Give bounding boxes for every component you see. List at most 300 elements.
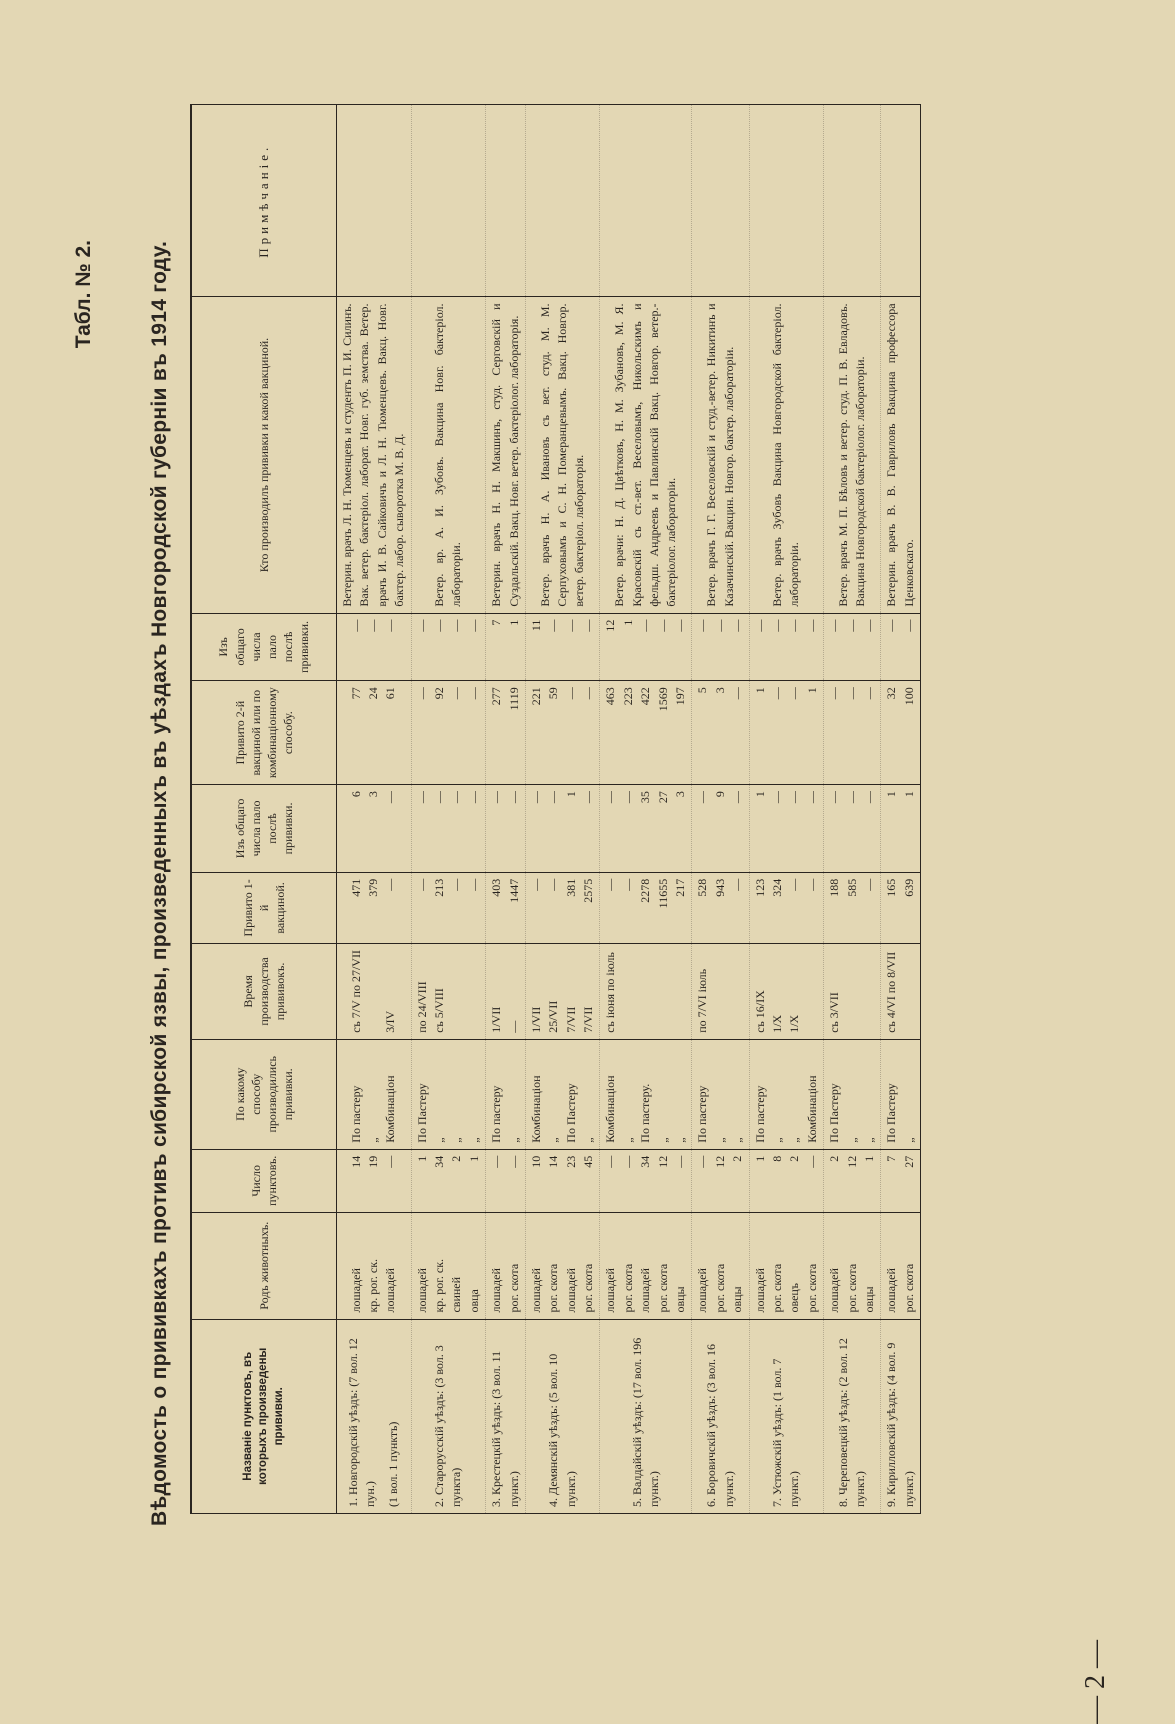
cell-line: — (581, 687, 596, 700)
cell-line: — (383, 1155, 398, 1168)
cell-line: лошадей (603, 1268, 618, 1313)
cell-line: 403 (489, 878, 504, 897)
cell-line: 123 (752, 878, 767, 897)
cell-line: 188 (827, 878, 842, 897)
who-cell: Ветер. врачъ Г. Г. Веселовскій и студ.-ветер. Никитинъ и Казачинскій. Вакцин. Новгор. бактер. лабораторіи. (692, 297, 749, 613)
cell-line: — (769, 687, 784, 700)
cell-line: лошадей (528, 1268, 543, 1313)
cell-line: 3 (673, 791, 688, 798)
first-vaccine-cell (749, 872, 824, 943)
cell-line: лошадей (695, 1268, 710, 1313)
remark-cell (486, 105, 526, 297)
district-name: 6. Боровичскій уѣздъ: (3 вол. 16 пункт.) (704, 1343, 736, 1507)
cell-line: рог. скота (546, 1263, 561, 1313)
district-name-cell (411, 1319, 486, 1513)
cell-line: рог. скота (620, 1263, 635, 1313)
cell-line: — (528, 791, 543, 804)
col-header-method: По какому способу производились прививки. (191, 1039, 337, 1149)
cell-line: 1/VII (489, 1006, 504, 1033)
who-cell: Ветер. врачи: Н. Д. Цвѣтковъ, Н. М. Зубановъ, М. Я. Красовскій съ ст.-вет. Веселовымъ, Никольскимъ и фельдш. Андреевъ и Павлинскій Вакц. Новгор. ветер.-бактеріолог. лабораторіи. (600, 297, 692, 613)
cell-line: По пастеру (752, 1085, 767, 1143)
cell-line: лошадей (563, 1268, 578, 1313)
cell-line: 11 (528, 619, 543, 632)
died-first-cell (881, 785, 921, 873)
cell-line: 14 (348, 1155, 363, 1168)
cell-line (712, 950, 729, 1033)
cell-line: — (827, 619, 842, 632)
who-cell: Ветерин. врачъ Н. Н. Макшинъ, студ. Серговскій и Суздальскій. Вакц. Новг. ветер. бактеріолог. лабораторія. (486, 297, 526, 613)
cell-line: — (414, 878, 429, 891)
cell-line: 2 (787, 1155, 802, 1162)
died-first-cell (824, 785, 881, 873)
cell-line: 1447 (506, 878, 521, 903)
second-vaccine-cell (337, 681, 412, 785)
cell-line: — (489, 791, 504, 804)
cell-line: 25/VII (546, 1000, 561, 1033)
cell-line: 24 (366, 687, 381, 700)
district-name-cell (749, 1319, 824, 1513)
species-cell (600, 1212, 692, 1319)
time-cell (337, 944, 412, 1040)
species-cell (692, 1212, 749, 1319)
cell-line: „ (712, 1137, 727, 1143)
cell-line: лошадей (383, 1268, 398, 1313)
cell-line: 1 (752, 687, 767, 694)
document-title: Вѣдомость о прививкахъ противъ сибирской язвы, произведенныхъ въ уѣздахъ Новгородской губерніи въ 1914 году. (148, 240, 171, 1526)
cell-line: Комбинаціон (383, 1075, 398, 1143)
cell-line: 1 (861, 1155, 876, 1162)
cell-line: 528 (695, 878, 710, 897)
cell-line: — (787, 687, 802, 700)
cell-line: — (414, 791, 429, 804)
cell-line: 1 (506, 619, 521, 626)
cell-line: — (804, 619, 819, 632)
cell-line: „ (466, 1137, 481, 1143)
col-header-first: Привито 1-й вакциной. (191, 872, 337, 943)
cell-line: — (449, 878, 464, 891)
cell-line: 2 (449, 1155, 464, 1162)
cell-line: — (506, 791, 521, 804)
cell-line: 7 (884, 1155, 899, 1162)
cell-line (729, 950, 746, 1033)
who-cell: Ветер. врачъ Зубовъ Вакцина Новгородской бактеріол. лабораторіи. (749, 297, 824, 613)
cell-line: — (861, 878, 876, 891)
cell-line: 1569 (655, 687, 670, 712)
district-name: 9. Кирилловскій уѣздъ: (4 вол. 9 пункт.) (884, 1342, 916, 1507)
died-second-cell (411, 613, 486, 681)
cell-line: „ (366, 1137, 381, 1143)
cell-line: — (466, 878, 481, 891)
cell-line: „ (655, 1137, 670, 1143)
cell-line: рог. скота (901, 1263, 916, 1313)
first-vaccine-cell (881, 872, 921, 943)
cell-line: овцы (673, 1286, 688, 1313)
district-name: 3. Крестецкій уѣздъ: (3 вол. 11 пункт.) (489, 1350, 521, 1507)
cell-line: — (528, 878, 543, 891)
cell-line: 1 (884, 791, 899, 798)
cell-line: „ (673, 1137, 688, 1143)
second-vaccine-cell (749, 681, 824, 785)
cell-line: 221 (528, 687, 543, 706)
cell-line: 32 (884, 687, 899, 700)
cell-line: 12 (712, 1155, 727, 1168)
cell-line: 1/X (769, 1014, 784, 1033)
died-second-cell (881, 613, 921, 681)
vaccination-table (190, 104, 921, 1514)
cell-line: 943 (712, 878, 727, 897)
cell-line: — (506, 1020, 521, 1033)
cell-line: 1119 (506, 687, 521, 711)
cell-line: — (655, 619, 670, 632)
time-cell (881, 944, 921, 1040)
cell-line: — (414, 619, 429, 632)
time-cell (486, 944, 526, 1040)
cell-line: 217 (673, 878, 688, 897)
first-vaccine-cell (337, 872, 412, 943)
cell-line (655, 950, 672, 1033)
cell-line: 2 (827, 1155, 842, 1162)
cell-line: лошадей (752, 1268, 767, 1313)
cell-line: 100 (901, 687, 916, 706)
cell-line: „ (431, 1137, 446, 1143)
remark-cell (824, 105, 881, 297)
table-row (486, 105, 526, 1514)
remark-cell (749, 105, 824, 297)
method-cell (337, 1039, 412, 1149)
cell-line: — (466, 687, 481, 700)
cell-line: — (431, 791, 446, 804)
cell-line: — (787, 791, 802, 804)
col-header-died1: Изъ общаго числа пало послѣ прививки. (191, 785, 337, 873)
remark-cell (411, 105, 486, 297)
district-name: 1. Новгородскій уѣздъ: (7 вол. 12 пун.) (345, 1338, 378, 1507)
died-second-cell (486, 613, 526, 681)
cell-line: 2575 (581, 878, 596, 903)
cell-line: 7/VII (563, 1006, 578, 1033)
cell-line (861, 950, 878, 1033)
col-header-who: Кто производилъ прививки и какой вакциной. (191, 297, 337, 613)
col-header-died2: Изъ общаго числа пало послѣ прививки. (191, 613, 337, 681)
species-cell (824, 1212, 881, 1319)
second-vaccine-cell (525, 681, 600, 785)
cell-line: 9 (712, 791, 727, 798)
district-name: 4. Демянскій уѣздъ: (5 вол. 10 пункт.) (546, 1353, 578, 1507)
district-name: 7. Устюжскій уѣздъ: (1 вол. 7 пункт.) (769, 1358, 802, 1507)
first-vaccine-cell (486, 872, 526, 943)
cell-line: 92 (431, 687, 446, 700)
cell-line: свиней (449, 1276, 464, 1313)
cell-line: овецъ (787, 1282, 802, 1313)
cell-line: рог. скота (655, 1263, 670, 1313)
points-cell (692, 1149, 749, 1212)
second-vaccine-cell (824, 681, 881, 785)
cell-line: — (752, 619, 767, 632)
cell-line: 639 (901, 878, 916, 897)
table-row (525, 105, 600, 1514)
cell-line: 463 (603, 687, 618, 706)
method-cell (749, 1039, 824, 1149)
cell-line: съ 7/V по 27/VII (348, 950, 363, 1033)
cell-line: — (884, 619, 899, 632)
district-name: 2. Старорусскій уѣздъ: (3 вол. 3 пункта) (431, 1345, 464, 1507)
cell-line: — (414, 687, 429, 700)
cell-line: 12 (844, 1155, 859, 1168)
cell-line: — (603, 878, 618, 891)
cell-line: — (620, 878, 635, 891)
method-cell (525, 1039, 600, 1149)
cell-line: 6 (348, 791, 363, 798)
cell-line: — (620, 791, 635, 804)
cell-line: 379 (366, 878, 381, 897)
first-vaccine-cell (525, 872, 600, 943)
cell-line: кр. рог. ск. (431, 1258, 446, 1313)
cell-line: По пастеру (348, 1085, 363, 1143)
cell-line: — (844, 687, 859, 700)
cell-line: 8 (769, 1155, 784, 1162)
cell-line: По пастеру. (638, 1083, 653, 1143)
cell-line: 5 (695, 687, 710, 694)
cell-line: — (695, 619, 710, 632)
cell-line: 1 (466, 1155, 481, 1162)
cell-line: „ (581, 1137, 596, 1143)
method-cell (881, 1039, 921, 1149)
district-name-cell (881, 1319, 921, 1513)
cell-line: съ 16/IX (752, 990, 767, 1033)
remark-cell (525, 105, 600, 297)
cell-line: рог. скота (581, 1263, 596, 1313)
cell-line: „ (901, 1137, 916, 1143)
cell-line: — (348, 619, 363, 632)
cell-line (672, 950, 689, 1033)
cell-line: 165 (884, 878, 899, 897)
points-cell (824, 1149, 881, 1212)
cell-line: по 7/VI іюль (695, 968, 710, 1033)
cell-line: — (506, 1155, 521, 1168)
first-vaccine-cell (824, 872, 881, 943)
points-cell (749, 1149, 824, 1212)
cell-line: — (804, 791, 819, 804)
method-cell (411, 1039, 486, 1149)
points-cell (411, 1149, 486, 1212)
died-second-cell (337, 613, 412, 681)
species-cell (525, 1212, 600, 1319)
remark-cell (600, 105, 692, 297)
cell-line: По Пастеру (884, 1083, 899, 1143)
cell-line: 27 (901, 1155, 916, 1168)
species-cell (337, 1212, 412, 1319)
cell-line: „ (730, 1137, 745, 1143)
cell-line: 12 (603, 619, 618, 632)
cell-line: По Пастеру (827, 1083, 842, 1143)
cell-line: 12 (655, 1155, 670, 1168)
table-row (692, 105, 749, 1514)
cell-line: 1 (752, 791, 767, 798)
cell-line: — (546, 619, 561, 632)
cell-line: — (546, 878, 561, 891)
cell-line: 2278 (638, 878, 653, 903)
time-cell (749, 944, 824, 1040)
cell-line: лошадей (348, 1268, 363, 1313)
district-name-cell (692, 1319, 749, 1513)
died-second-cell (749, 613, 824, 681)
cell-line: — (383, 619, 398, 632)
cell-line: „ (844, 1137, 859, 1143)
cell-line: „ (506, 1137, 521, 1143)
time-cell (824, 944, 881, 1040)
cell-line: — (730, 878, 745, 891)
cell-line: 1 (901, 791, 916, 798)
second-vaccine-cell (486, 681, 526, 785)
cell-line (901, 950, 918, 1033)
died-second-cell (692, 613, 749, 681)
who-cell: Ветер. врачъ Н. А. Ивановъ съ вет. студ. М. М. Серпуховымъ и С. Н. Померанцевымъ. Вакц. Новгор. ветер. бактеріол. лабораторія. (525, 297, 600, 613)
cell-line: 77 (348, 687, 363, 700)
cell-line: — (431, 619, 446, 632)
species-cell (881, 1212, 921, 1319)
district-name-cell (486, 1319, 526, 1513)
col-header-second: Привито 2-й вакциной или по комбинаціонному способу. (191, 681, 337, 785)
cell-line: 45 (581, 1155, 596, 1168)
who-cell: Ветер. врачъ М. П. Бѣловъ и ветер. студ. П. В. Евладовъ. Вакцина Новгородской бактеріолог. лабораторіи. (824, 297, 881, 613)
remark-cell (337, 105, 412, 297)
cell-line (637, 950, 654, 1033)
cell-line: 277 (489, 687, 504, 706)
cell-line: 2 (730, 1155, 745, 1162)
died-first-cell (525, 785, 600, 873)
cell-line: — (695, 791, 710, 804)
cell-line: 1/VII (528, 1006, 543, 1033)
table-row (411, 105, 486, 1514)
cell-line: — (804, 878, 819, 891)
cell-line: 381 (563, 878, 578, 897)
cell-line: — (861, 687, 876, 700)
second-vaccine-cell (881, 681, 921, 785)
cell-line (365, 950, 382, 1033)
cell-line: 422 (638, 687, 653, 706)
cell-line: рог. скота (844, 1263, 859, 1313)
cell-line: лошадей (884, 1268, 899, 1313)
cell-line: — (861, 791, 876, 804)
col-header-time: Время производства прививокъ. (191, 944, 337, 1040)
cell-line (466, 950, 483, 1033)
first-vaccine-cell (411, 872, 486, 943)
cell-line: 11655 (655, 878, 670, 909)
cell-line: съ 4/VI по 8/VII (884, 951, 899, 1033)
table-row (600, 105, 692, 1514)
cell-line: по 24/VIII (414, 981, 429, 1033)
table-row (881, 105, 921, 1514)
died-first-cell (411, 785, 486, 873)
table-row (337, 105, 412, 1514)
cell-line: — (787, 878, 802, 891)
cell-line: — (787, 619, 802, 632)
cell-line: — (769, 791, 784, 804)
cell-line: — (695, 1155, 710, 1168)
cell-line: съ 3/VII (827, 992, 842, 1033)
cell-line: 213 (431, 878, 446, 897)
points-cell (337, 1149, 412, 1212)
cell-line: 14 (546, 1155, 561, 1168)
time-cell (411, 944, 486, 1040)
cell-line: — (383, 878, 398, 891)
points-cell (600, 1149, 692, 1212)
cell-line: 1 (414, 1155, 429, 1162)
cell-line: — (827, 791, 842, 804)
table-row (749, 105, 824, 1514)
cell-line (844, 950, 861, 1033)
cell-line: — (603, 791, 618, 804)
points-cell (486, 1149, 526, 1212)
cell-line: — (466, 619, 481, 632)
cell-line: овцы (730, 1286, 745, 1313)
cell-line: — (730, 791, 745, 804)
district-name-cell (824, 1319, 881, 1513)
cell-line: „ (546, 1137, 561, 1143)
cell-line: — (449, 687, 464, 700)
died-first-cell (337, 785, 412, 873)
cell-line: — (844, 791, 859, 804)
species-cell (486, 1212, 526, 1319)
table-row (824, 105, 881, 1514)
second-vaccine-cell (600, 681, 692, 785)
cell-line: рог. скота (506, 1263, 521, 1313)
cell-line: „ (861, 1137, 876, 1143)
cell-line: — (673, 1155, 688, 1168)
remark-cell (692, 105, 749, 297)
method-cell (486, 1039, 526, 1149)
cell-line: 471 (348, 878, 363, 897)
cell-line: 59 (546, 687, 561, 700)
cell-line: 27 (655, 791, 670, 804)
time-cell (525, 944, 600, 1040)
cell-line: „ (449, 1137, 464, 1143)
cell-line: — (581, 791, 596, 804)
cell-line: „ (787, 1137, 802, 1143)
remark-cell (881, 105, 921, 297)
cell-line: — (827, 687, 842, 700)
cell-line: овцы (861, 1286, 876, 1313)
cell-line: „ (769, 1137, 784, 1143)
cell-line: — (581, 619, 596, 632)
cell-line: „ (620, 1137, 635, 1143)
table-header (191, 105, 337, 1514)
cell-line: Комбинаціон (603, 1075, 618, 1143)
cell-line: — (449, 791, 464, 804)
col-header-species: Родъ животныхъ. (191, 1212, 337, 1319)
cell-line: 35 (638, 791, 653, 804)
cell-line: лошадей (489, 1268, 504, 1313)
col-header-remark: Примѣчаніе. (191, 105, 337, 297)
district-name: 8. Череповецкій уѣздъ: (2 вол. 12 пункт.) (835, 1338, 868, 1507)
species-cell (749, 1212, 824, 1319)
cell-line: 34 (431, 1155, 446, 1168)
species-cell (411, 1212, 486, 1319)
died-first-cell (692, 785, 749, 873)
cell-line: рог. скота (712, 1263, 727, 1313)
method-cell (600, 1039, 692, 1149)
cell-line: — (620, 1155, 635, 1168)
who-cell: Ветерин. врачъ В. В. Гавриловъ Вакцина профессора Ценковскаго. (881, 297, 921, 613)
who-cell: Ветерин. врачъ Л. Н. Тюменцевъ и студентъ П. И. Силинъ. Вак. ветер. бактеріол. лаборат. Новг. губ. земства. Ветер. врачъ И. В. Сайковичъ и Л. Н. Тюменцевъ. Вакц. Новг. бактер. лабор. сыворотка М. В. Д. (337, 297, 412, 613)
cell-line: Комбинаціон (804, 1075, 819, 1143)
cell-line: — (366, 619, 381, 632)
cell-line: 1 (752, 1155, 767, 1162)
cell-line: — (449, 619, 464, 632)
cell-line: — (730, 619, 745, 632)
cell-line: 3 (366, 791, 381, 798)
cell-line: лошадей (827, 1268, 842, 1313)
time-cell (692, 944, 749, 1040)
